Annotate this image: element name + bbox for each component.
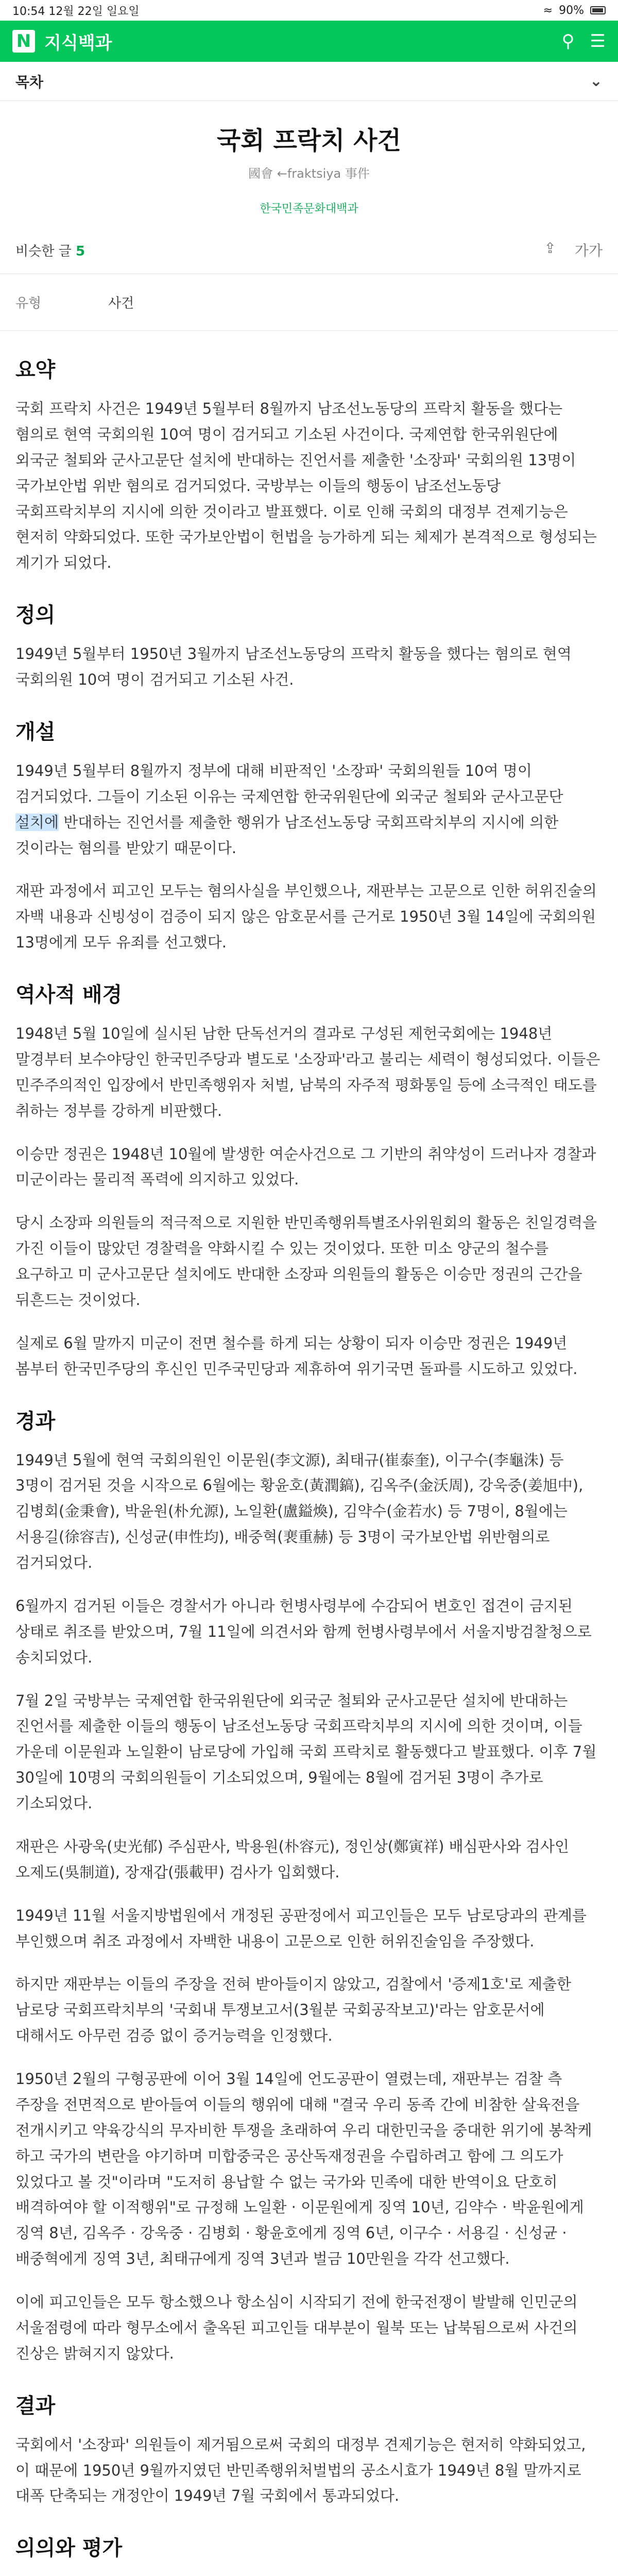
paragraph: 6월까지 검거된 이들은 경찰서가 아니라 헌병사령부에 수감되어 변호인 접견이 금지된 상태로 취조를 받았으며, 7월 11일에 의견서와 함께 헌병사령부에서 서울지방검찰청으로 송치되었다. bbox=[15, 1597, 592, 1666]
paragraph: 7월 2일 국방부는 국제연합 한국위원단에 외국군 철퇴와 군사고문단 설치에 반대하는 진언서를 제출한 이들의 행동이 남조선노동당 국회프락치부의 지시에 의한 것이며, 이들 가운데 이문원과 노일환이 남로당에 가입해 국회 프락치로 활동했다고 발표했다. 이후 7월 30일에 10명의 국회의원들이 기소되었으며, 9월에는 8월에 검거된 3명이 추가로 기소되었다. bbox=[15, 1691, 597, 1812]
section-background bbox=[0, 978, 618, 1382]
section-title: 정의 bbox=[15, 603, 56, 628]
section-course bbox=[0, 1405, 618, 2367]
selected-text[interactable]: 설치에 bbox=[15, 813, 59, 831]
naver-logo[interactable]: N bbox=[12, 30, 35, 53]
paragraph: 하지만 재판부는 이들의 주장을 전혀 받아들이지 않았고, 검찰에서 '증제1호'로 제출한 남로당 국회프락치부의 '국회내 투쟁보고서(3월분 국회공작보고)'라는 암호문서에 대해서도 아무런 검증 없이 증거능력을 인정했다. bbox=[15, 1975, 572, 2045]
paragraph: 국회 프락치 사건은 1949년 5월부터 8월까지 남조선노동당의 프락치 활동을 했다는 혐의로 현역 국회의원 10여 명이 검거되고 기소된 사건이다. 국제연합 한국위원단에 외국군 철퇴와 군사고문단 설치에 반대하는 진언서를 제출한 '소장파' 국회의원 13명이 국가보안법 위반 혐의로 검거되었다. 국방부는 이들의 행동이 남조선노동당 국회프락치부의 지시에 의한 것이라고 발표했다. 이로 인해 국회의 대정부 견제기능은 현저히 약화되었다. 또한 국가보안법이 헌법을 능가하게 되는 체제가 본격적으로 형성되는 계기가 되었다. bbox=[15, 400, 597, 572]
section-definition bbox=[0, 599, 618, 693]
info-value: 사건 bbox=[108, 296, 134, 311]
section-title: 개설 bbox=[15, 720, 56, 744]
section-significance bbox=[0, 2532, 618, 2576]
section-title: 의의와 평가 bbox=[15, 2536, 123, 2561]
title-hanja: 國會 ←fraktsiya 事件 bbox=[248, 166, 370, 181]
info-table bbox=[0, 274, 618, 331]
search-icon[interactable]: ⚲ bbox=[561, 31, 575, 52]
section-title: 결과 bbox=[15, 2394, 56, 2418]
section-title: 요약 bbox=[15, 358, 56, 382]
paragraph: 국회에서 '소장파' 의원들이 제거됨으로써 국회의 대정부 견제기능은 현저히 약화되었고, 이 때문에 1950년 9월까지였던 반민족행위처벌법의 공소시효가 1949년 8월 말까지로 대폭 단축되는 개정안이 1949년 7월 국회에서 통과되었다. bbox=[15, 2435, 586, 2505]
font-size-button[interactable]: 가가 bbox=[574, 242, 603, 259]
toc-label: 목차 bbox=[15, 73, 44, 91]
paragraph: 1949년 11월 서울지방법원에서 개정된 공판정에서 피고인들은 모두 남로당과의 관계를 부인했으며 취조 과정에서 자백한 내용이 고문으로 인한 허위진술임을 주장했다. bbox=[15, 1906, 587, 1950]
app-bar bbox=[0, 21, 618, 62]
battery-percent: 90% bbox=[559, 4, 584, 17]
battery-icon bbox=[590, 6, 606, 14]
paragraph: 이승만 정권은 1948년 10월에 발생한 여순사건으로 그 기반의 취약성이 드러나자 경찰과 미군이라는 물리적 폭력에 의지하고 있었다. bbox=[15, 1145, 596, 1189]
article-header bbox=[0, 101, 618, 226]
info-key: 유형 bbox=[15, 296, 42, 311]
section-overview bbox=[0, 716, 618, 956]
paragraph: 1949년 5월부터 8월까지 정부에 대해 비판적인 '소장파' 국회의원들 10여 명이 검거되었다. 그들이 기소된 이유는 국제연합 한국위원단에 외국군 철퇴와 군사고문단 설치에 반대하는 진언서를 제출한 행위가 남조선노동당 국회프락치부의 지시에 의한 것이라는 혐의를 받았기 때문이다. bbox=[15, 761, 563, 857]
similar-articles-button[interactable]: 비슷한 글 5 bbox=[15, 243, 85, 259]
status-right bbox=[543, 4, 606, 17]
paragraph: 실제로 6월 말까지 미군이 전면 철수를 하게 되는 상황이 되자 이승만 정권은 1949년 봄부터 한국민주당의 후신인 민주국민당과 제휴하여 위기국면 돌파를 시도하고 있었다. bbox=[15, 1334, 578, 1378]
status-bar bbox=[0, 0, 618, 21]
section-title: 경과 bbox=[15, 1409, 56, 1433]
paragraph: 1950년 2월의 구형공판에 이어 3월 14일에 언도공판이 열렸는데, 재판부는 검찰 측 주장을 전면적으로 받아들여 이들의 행위에 대해 "결국 우리 동족 간에 비참한 살육전을 전개시키고 약육강식의 무자비한 투쟁을 초래하여 우리 대한민국을 중대한 위기에 봉착케 하고 국가의 변란을 야기하며 미합중국은 공산독재정권을 수립하려고 함에 그 의도가 있었다고 볼 것"이라며 "도저히 용납할 수 없는 국가와 민족에 대한 반역이요 단호히 배격하여야 할 이적행위"로 규정해 노일환 · 이문원에게 징역 10년, 김약수 · 박윤원에게 징역 8년, 김옥주 · 강욱중 · 김병회 · 황윤호에게 징역 6년, 이구수 · 서용길 · 신성균 · 배중혁에게 징역 3년, 최태규에게 징역 3년과 벌금 10만원을 각각 선고했다. bbox=[15, 2070, 592, 2268]
paragraph: 1949년 5월부터 1950년 3월까지 남조선노동당의 프락치 활동을 했다는 혐의로 현역 국회의원 10여 명이 검거되고 기소된 사건. bbox=[15, 645, 572, 688]
menu-icon[interactable]: ☰ bbox=[590, 31, 606, 52]
app-title[interactable]: 지식백과 bbox=[44, 32, 112, 54]
action-bar bbox=[0, 226, 618, 274]
paragraph: 1949년 5월에 현역 국회의원인 이문원(李文源), 최태규(崔泰奎), 이구수(李龜洙) 등 3명이 검거된 것을 시작으로 6월에는 황윤호(黃潤鎬), 김옥주(金沃周), 강욱중(姜旭中), 김병회(金秉會), 박윤원(朴允源), 노일환(盧鎰煥), 김약수(金若水) 등 7명이, 8월에는 서용길(徐容吉), 신성균(申性均), 배중혁(裵重赫) 등 3명이 국가보안법 위반혐의로 검거되었다. bbox=[15, 1451, 583, 1571]
section-summary bbox=[0, 353, 618, 576]
section-result bbox=[0, 2389, 618, 2510]
chevron-down-icon: ⌄ bbox=[589, 72, 603, 90]
wifi-icon: ≈ bbox=[543, 4, 553, 17]
paragraph: 1948년 5월 10일에 실시된 남한 단독선거의 결과로 구성된 제헌국회에는 1948년 말경부터 보수야당인 한국민주당과 별도로 '소장파'라고 불리는 세력이 형성되었다. 이들은 민주주의적인 입장에서 반민족행위자 처벌, 남북의 자주적 평화통일 등에 소극적인 태도를 취하는 정부를 강하게 비판했다. bbox=[15, 1025, 600, 1120]
paragraph: 재판 과정에서 피고인 모두는 혐의사실을 부인했으나, 재판부는 고문으로 인한 허위진술의 자백 내용과 신빙성이 검증이 되지 않은 암호문서를 근거로 1950년 3월 14일에 국회의원 13명에게 모두 유죄를 선고했다. bbox=[15, 882, 597, 952]
share-icon[interactable]: ⇪ bbox=[544, 240, 556, 257]
paragraph: 당시 소장파 의원들의 적극적으로 지원한 반민족행위특별조사위원회의 활동은 친일경력을 가진 이들이 많았던 경찰력을 약화시킬 수 있는 것이었다. 또한 미소 양군의 철수를 요구하고 미 군사고문단 설치에도 반대한 소장파 의원들의 활동은 이승만 정권의 근간을 뒤흔드는 것이었다. bbox=[15, 1214, 597, 1309]
source-link[interactable]: 한국민족문화대백과 bbox=[260, 202, 358, 215]
section-title: 역사적 배경 bbox=[15, 983, 123, 1007]
toc-toggle[interactable] bbox=[0, 62, 618, 101]
paragraph: 이에 피고인들은 모두 항소했으나 항소심이 시작되기 전에 한국전쟁이 발발해 인민군의 서울점령에 따라 형무소에서 출옥된 피고인들 대부분이 월북 또는 납북됨으로써 사건의 진상은 밝혀지지 않았다. bbox=[15, 2293, 578, 2362]
paragraph: 재판은 사광욱(史光郁) 주심판사, 박용원(朴容元), 정인상(鄭寅祥) 배심판사와 검사인 오제도(吳制道), 장재갑(張載甲) 검사가 입회했다. bbox=[15, 1837, 569, 1881]
status-time: 10:54 12월 22일 일요일 bbox=[12, 5, 140, 18]
page-title: 국회 프락치 사건 bbox=[217, 126, 401, 155]
